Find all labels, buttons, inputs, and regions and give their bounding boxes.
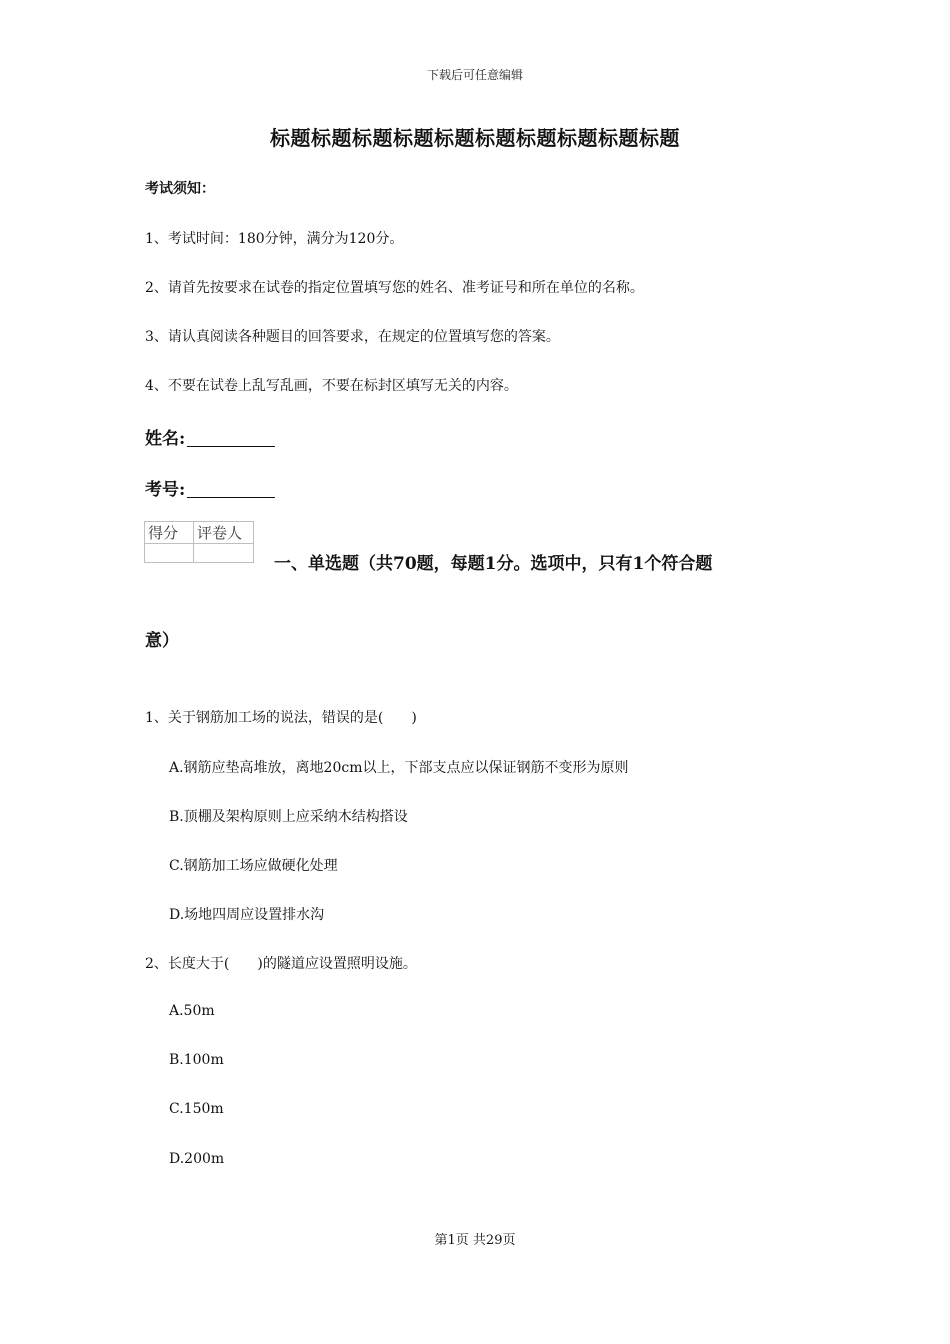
notice-item: 2、请首先按要求在试卷的指定位置填写您的姓名、准考证号和所在单位的名称。 xyxy=(145,280,644,296)
name-field[interactable] xyxy=(145,424,275,449)
question-1-option-b: B.顶棚及架构原则上应采纳木结构搭设 xyxy=(169,809,408,825)
score-table-header-row xyxy=(145,522,254,544)
score-table xyxy=(144,521,254,563)
question-1: 1、关于钢筋加工场的说法，错误的是( ) xyxy=(145,710,417,726)
grader-cell[interactable] xyxy=(194,544,254,563)
section-heading: 一、单选题（共70题，每题1分。选项中，只有1个符合题 xyxy=(274,554,713,574)
name-blank-line[interactable] xyxy=(187,430,275,447)
notice-heading: 考试须知： xyxy=(145,181,215,197)
page-footer: 第1页 共29页 xyxy=(434,1233,516,1248)
question-1-option-a: A.钢筋应垫高堆放，离地20cm以上，下部支点应以保证钢筋不变形为原则 xyxy=(169,760,629,776)
exam-id-blank-line[interactable] xyxy=(187,481,275,498)
header-note: 下载后可任意编辑 xyxy=(426,68,523,82)
question-2-option-b: B.100m xyxy=(169,1052,224,1068)
exam-id-field[interactable] xyxy=(145,475,275,500)
question-2: 2、长度大于( )的隧道应设置照明设施。 xyxy=(145,956,417,972)
name-label: 姓名: xyxy=(145,429,186,449)
question-2-option-c: C.150m xyxy=(169,1101,224,1117)
notice-item: 3、请认真阅读各种题目的回答要求，在规定的位置填写您的答案。 xyxy=(145,329,560,345)
question-1-option-c: C.钢筋加工场应做硬化处理 xyxy=(169,858,338,874)
section-heading-continued: 意） xyxy=(145,631,179,651)
notice-item: 1、考试时间：180分钟，满分为120分。 xyxy=(145,231,404,247)
score-header: 得分 xyxy=(145,522,194,544)
question-2-option-a: A.50m xyxy=(169,1003,215,1019)
notice-item: 4、不要在试卷上乱写乱画，不要在标封区填写无关的内容。 xyxy=(145,378,518,394)
question-1-option-d: D.场地四周应设置排水沟 xyxy=(169,907,325,923)
exam-id-label: 考号: xyxy=(145,480,186,500)
score-cell[interactable] xyxy=(145,544,194,563)
grader-header: 评卷人 xyxy=(194,522,254,544)
document-title: 标题标题标题标题标题标题标题标题标题标题 xyxy=(270,126,680,150)
score-table-entry-row xyxy=(145,544,254,563)
question-2-option-d: D.200m xyxy=(169,1151,225,1167)
